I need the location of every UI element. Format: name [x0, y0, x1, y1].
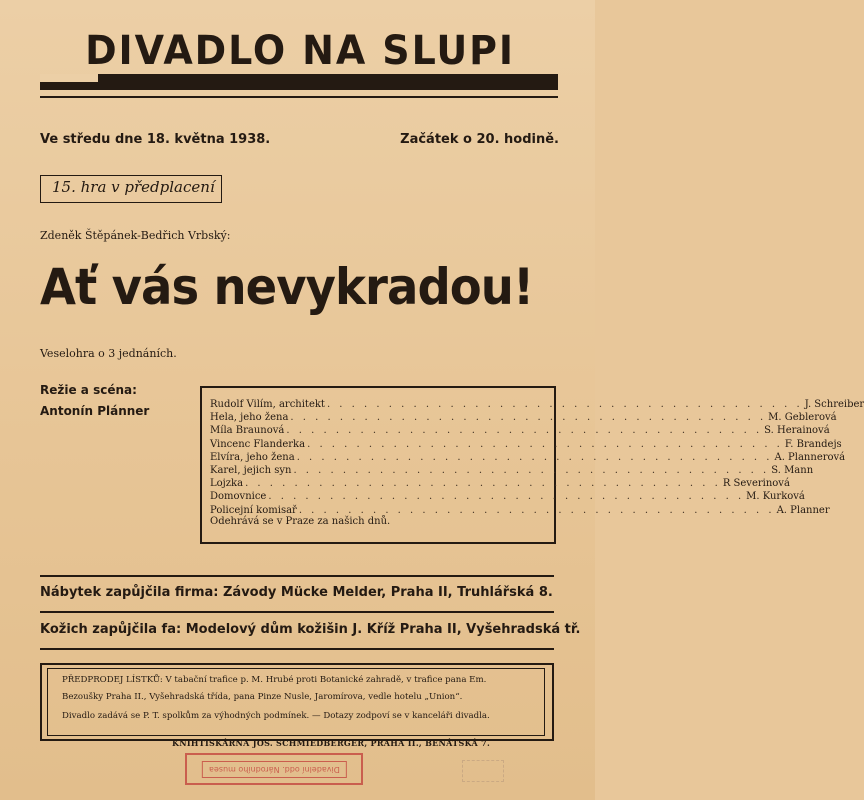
divider	[40, 575, 554, 577]
title-underline-bar	[40, 74, 558, 90]
director-name: Antonín Plánner	[40, 404, 150, 418]
archive-stamp	[185, 753, 363, 785]
leader-dots: . . . . . . . . . . . . . . . . . . . . . . . . . . . . . . . . . . . . . . .	[245, 478, 721, 490]
cast-role: Elvíra, jeho žena	[210, 451, 295, 463]
leader-dots: . . . . . . . . . . . . . . . . . . . . . . . . . . . . . . . . . . . . . . .	[290, 412, 767, 424]
cast-role: Policejní komisař	[210, 504, 297, 516]
furniture-credit: Nábytek zapůjčila firma: Závody Mücke Melder, Praha II, Truhlářská 8.	[40, 585, 553, 600]
leader-dots: . . . . . . . . . . . . . . . . . . . . . . . . . . . . . . . . . . . . . . .	[298, 504, 775, 516]
leader-dots: . . . . . . . . . . . . . . . . . . . . . . . . . . . . . . . . . . . . . . .	[293, 464, 770, 476]
cast-row	[210, 399, 864, 412]
presale-line: Bezoušky Praha II., Vyšehradská třída, pana Pinze Nusle, Jaromírova, vedle hotelu „Union“.	[62, 692, 463, 702]
leader-dots: . . . . . . . . . . . . . . . . . . . . . . . . . . . . . . . . . . . . . . .	[286, 425, 763, 437]
subscription-label: 15. hra v předplacení	[52, 178, 215, 196]
cast-row	[210, 412, 837, 425]
cast-role: Lojzka	[210, 478, 244, 490]
direction-label: Režie a scéna:	[40, 383, 137, 397]
cast-role: Míla Braunová	[210, 425, 285, 437]
cast-row	[210, 425, 830, 438]
divider	[40, 611, 554, 613]
cast-list	[210, 399, 864, 518]
cast-row	[210, 438, 842, 452]
cast-role: Vincenc Flanderka	[210, 438, 306, 450]
cast-actor: A. Plannerová	[774, 451, 846, 463]
leader-dots: . . . . . . . . . . . . . . . . . . . . . . . . . . . . . . . . . . . . . . .	[307, 438, 783, 450]
genre: Veselohra o 3 jednáních.	[40, 347, 177, 360]
play-title: Ať vás nevykradou!	[40, 258, 534, 316]
cast-role: Domovnice	[210, 491, 267, 503]
cast-role: Karel, jejich syn	[210, 464, 292, 476]
cast-role: Rudolf Vilím, architekt	[210, 399, 325, 410]
cast-row	[210, 464, 814, 478]
leader-dots: . . . . . . . . . . . . . . . . . . . . . . . . . . . . . . . . . . . . . . .	[296, 451, 773, 463]
cast-actor: A. Planner	[776, 504, 830, 516]
cast-actor: M. Kurková	[746, 491, 805, 503]
faint-stamp-mark	[462, 760, 504, 782]
cast-actor: S. Mann	[771, 464, 814, 476]
stamp-text: Divadelní odd. Národního musea	[202, 761, 347, 778]
fur-credit: Kožich zapůjčila fa: Modelový dům kožišin J. Kříž Praha II, Vyšehradská tř.	[40, 622, 581, 637]
start-time: Začátek o 20. hodině.	[400, 132, 559, 147]
cast-row	[210, 491, 805, 504]
cast-actor: R Severinová	[722, 478, 790, 490]
cast-row	[210, 451, 846, 465]
cast-actor: J. Schreiber	[804, 399, 864, 410]
presale-line: Divadlo zadává se P. T. spolkům za výhodných podmínek. — Dotazy zodpoví se v kanceláři divadla.	[62, 711, 490, 721]
cast-actor: S. Herainová	[764, 425, 830, 437]
title-bar-notch	[40, 74, 98, 82]
leader-dots: . . . . . . . . . . . . . . . . . . . . . . . . . . . . . . . . . . . . . . .	[268, 491, 745, 503]
performance-date: Ve středu dne 18. května 1938.	[40, 132, 271, 147]
printer-imprint: KNIHTISKÁRNA JOS. SCHMIEDBERGER, PRAHA II., BENÁTSKÁ 7.	[172, 738, 491, 748]
cast-actor: M. Geblerová	[768, 412, 837, 424]
title-rule	[40, 96, 558, 98]
leader-dots: . . . . . . . . . . . . . . . . . . . . . . . . . . . . . . . . . . . . . . .	[326, 399, 803, 410]
authors: Zdeněk Štěpánek-Bedřich Vrbský:	[40, 229, 231, 242]
cast-role: Hela, jeho žena	[210, 412, 289, 424]
divider	[40, 648, 554, 650]
presale-line: PŘEDPRODEJ LÍSTKŮ: V tabační trafice p. M. Hrubé proti Botanické zahradě, v trafice pana Em.	[62, 675, 487, 685]
cast-row	[210, 478, 790, 491]
setting-note: Odehrává se v Praze za našich dnů.	[210, 516, 391, 527]
theatre-name: DIVADLO NA SLUPI	[85, 28, 515, 74]
cast-actor: F. Brandejs	[784, 438, 842, 450]
